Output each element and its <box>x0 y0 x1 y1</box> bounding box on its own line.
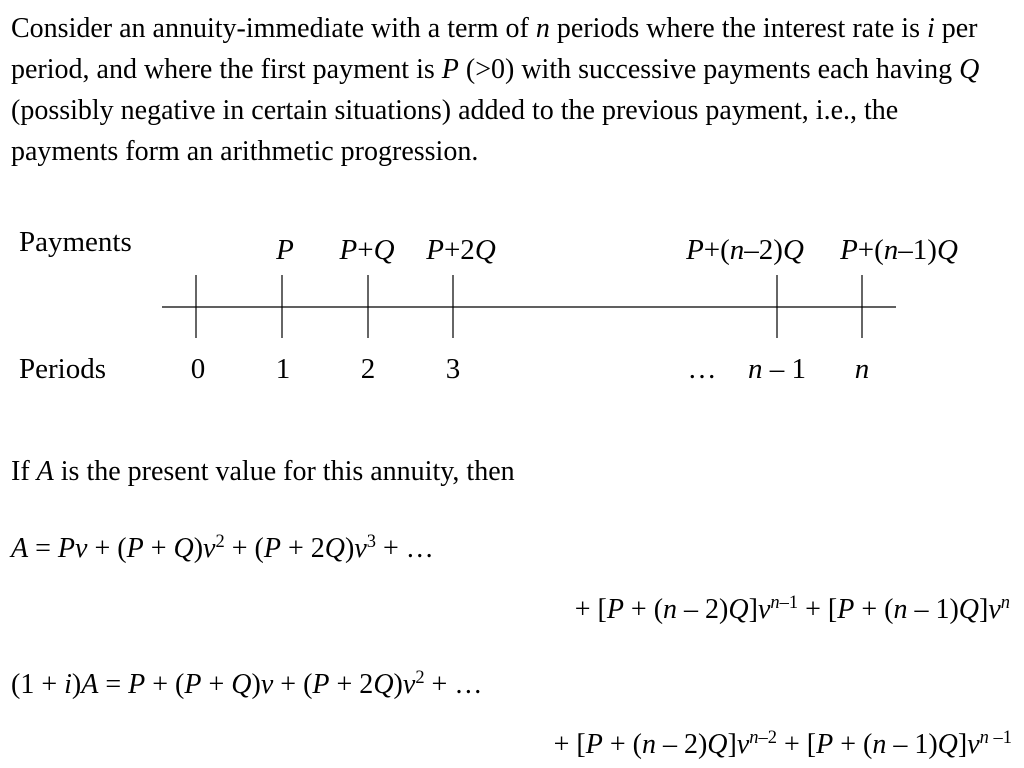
period-0: 0 <box>190 353 206 385</box>
pv-sentence: If A is the present value for this annuity, then <box>11 456 515 487</box>
var-Q: Q <box>959 54 980 85</box>
equation-1-line-2: + $[P + (n - 2)Q]v^{n-1} + [P + (n - 1)Q]v^n$ <box>574 591 1010 625</box>
intro-text: periods where the interest rate is <box>549 13 927 44</box>
intro-text: Consider an annuity-immediate with a term of <box>11 13 536 44</box>
equation-2-line-2: + $[P + (n - 2)Q]v^{n-2} + [P + (n - 1)Q]v^{n -1}$ <box>553 726 1012 760</box>
payment-3: P+2Q <box>426 234 496 266</box>
equation-2-line-1: $(1 + i)A = P + (P + Q)v + (P + 2Q)v^2$ + … <box>11 666 483 700</box>
period-3: 3 <box>445 353 461 385</box>
intro-text: per period, and where the first payment is <box>11 13 978 85</box>
var-P: P <box>441 54 459 85</box>
period-n: n <box>854 353 870 385</box>
payment-n: P+(n–1)Q <box>840 234 958 266</box>
timeline-axis <box>0 270 1024 345</box>
period-2: 2 <box>360 353 376 385</box>
intro-text: (>0) with successive payments each having <box>458 54 960 85</box>
periods-label: Periods <box>19 353 106 385</box>
payment-1: P <box>276 234 294 266</box>
equation-1-line-1: $A = Pv + (P + Q)v^2 + (P + 2Q)v^3$ + … <box>11 530 434 564</box>
payments-label: Payments <box>19 226 132 258</box>
var-n: n <box>535 13 550 44</box>
period-n-minus-1: n – 1 <box>748 353 806 385</box>
payment-n-minus-1: P+(n–2)Q <box>686 234 804 266</box>
intro-text: (possibly negative in certain situations) added to the previous payment, i.e., the payments form an arithmetic progression. <box>11 95 899 167</box>
intro-paragraph <box>11 8 1011 172</box>
payment-2: P+Q <box>339 234 395 266</box>
period-1: 1 <box>275 353 291 385</box>
var-i: i <box>926 13 935 44</box>
period-ellipsis: … <box>687 353 717 385</box>
